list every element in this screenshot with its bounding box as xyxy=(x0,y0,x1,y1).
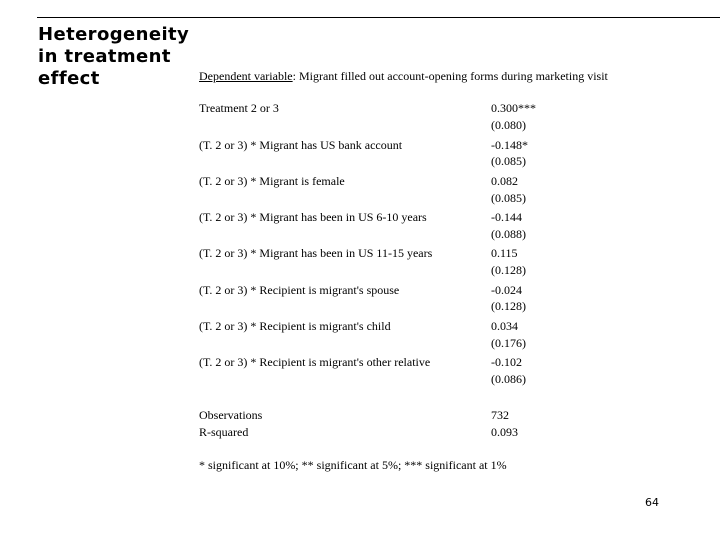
slide-title-line-1: Heterogeneity xyxy=(38,24,190,45)
row-label-treatment: Treatment 2 or 3 xyxy=(199,101,279,115)
row-coef-us-bank-account: -0.148* xyxy=(491,138,528,152)
row-coef-child: 0.034 xyxy=(491,319,518,333)
row-label-us-bank-account: (T. 2 or 3) * Migrant has US bank account xyxy=(199,138,403,152)
row-se-us-6-10-years: (0.088) xyxy=(491,227,526,241)
row-se-spouse: (0.128) xyxy=(491,299,526,313)
dependent-variable-text: : Migrant filled out account-opening forms during marketing visit xyxy=(292,69,608,83)
page-number: 64 xyxy=(645,496,659,509)
significance-footnote: * significant at 10%; ** significant at 5%; *** significant at 1% xyxy=(199,458,507,472)
row-label-us-11-15-years: (T. 2 or 3) * Migrant has been in US 11-15 years xyxy=(199,246,433,260)
row-label-us-6-10-years: (T. 2 or 3) * Migrant has been in US 6-10 years xyxy=(199,210,427,224)
row-se-other-relative: (0.086) xyxy=(491,372,526,386)
row-se-child: (0.176) xyxy=(491,336,526,350)
dependent-variable-line xyxy=(199,68,608,85)
row-coef-treatment: 0.300*** xyxy=(491,101,536,115)
row-coef-other-relative: -0.102 xyxy=(491,355,522,369)
regression-table xyxy=(199,0,699,540)
slide-title-line-2: in treatment xyxy=(38,46,171,67)
row-coef-us-11-15-years: 0.115 xyxy=(491,246,518,260)
row-coef-spouse: -0.024 xyxy=(491,283,522,297)
row-se-us-bank-account: (0.085) xyxy=(491,154,526,168)
slide-title-line-3: effect xyxy=(38,68,100,89)
r-squared-label: R-squared xyxy=(199,425,249,439)
row-se-us-11-15-years: (0.128) xyxy=(491,263,526,277)
row-label-female: (T. 2 or 3) * Migrant is female xyxy=(199,174,345,188)
row-label-child: (T. 2 or 3) * Recipient is migrant's child xyxy=(199,319,391,333)
row-coef-female: 0.082 xyxy=(491,174,518,188)
row-coef-us-6-10-years: -0.144 xyxy=(491,210,522,224)
observations-value: 732 xyxy=(491,408,509,422)
row-se-female: (0.085) xyxy=(491,191,526,205)
row-label-other-relative: (T. 2 or 3) * Recipient is migrant's other relative xyxy=(199,355,431,369)
row-se-treatment: (0.080) xyxy=(491,118,526,132)
slide-title xyxy=(38,24,198,90)
dependent-variable-label: Dependent variable xyxy=(199,69,293,83)
row-label-spouse: (T. 2 or 3) * Recipient is migrant's spouse xyxy=(199,283,400,297)
r-squared-value: 0.093 xyxy=(491,425,518,439)
observations-label: Observations xyxy=(199,408,263,422)
